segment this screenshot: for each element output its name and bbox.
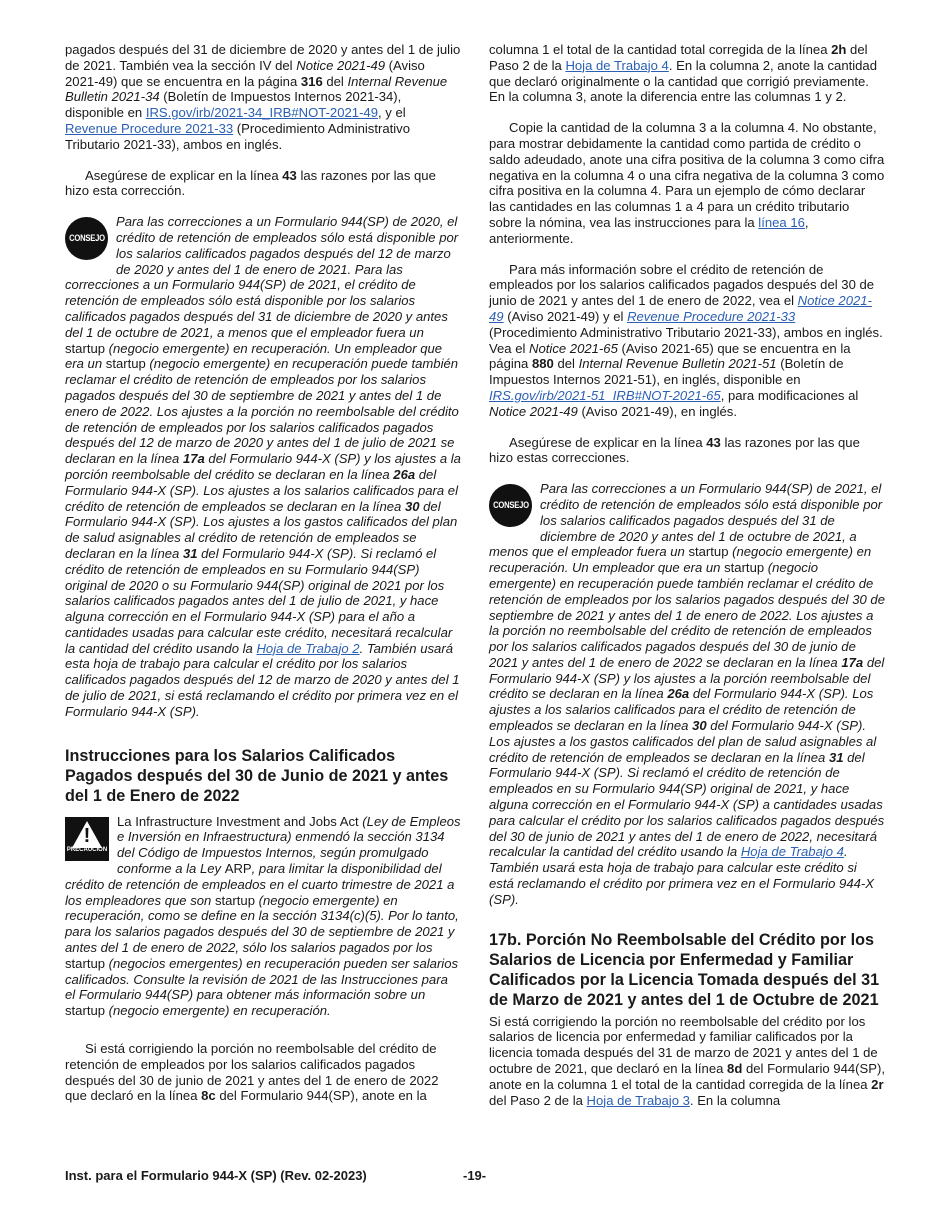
text: ARP <box>224 861 252 877</box>
worksheet-3-link[interactable]: Hoja de Trabajo 3 <box>586 1092 690 1108</box>
text: (Aviso 2021-65) que se encuentra en la página <box>489 340 851 372</box>
section-heading: 17b. Porción No Reembolsable del Crédito por los Salarios de Licencia por Enfermedad y Familiar Calificados por la Licencia Tomada después del 31 de Marzo de 2021 y antes del 1 de Octubre de 2021 <box>489 930 880 1009</box>
text: . También usará esta hoja de trabajo para calcular este crédito si está reclamando el crédito por primera vez en el Formulario 944-X (SP). <box>489 844 874 907</box>
text: (negocio emergente) en recuperación. Un empleador que era un <box>489 544 872 576</box>
text: startup <box>214 892 255 908</box>
worksheet-4-link[interactable]: Hoja de Trabajo 4 <box>565 57 669 73</box>
notice-title: Notice 2021-65 <box>529 340 618 356</box>
page-ref: 316 <box>300 73 323 89</box>
page-number: -19- <box>463 1168 487 1183</box>
paragraph <box>489 120 885 246</box>
text: . En la columna <box>689 1092 781 1108</box>
line-ref: 43 <box>282 167 297 183</box>
text: Para las correcciones a un Formulario 944(SP) de 2021, el crédito de retención de empleados sólo está disponible por los salarios calificados pagados después del 31 de diciembre de 2020 y antes del 1 de octubre de 2021, a menos que el empleador fuera un <box>489 481 883 560</box>
text: del Formulario 944-X (SP). Si reclamó el crédito de retención de empleados en su Formulario 944(SP) original de 2020 o su Formulario 944(SP) original de 2021 por los salarios calificados pagados antes del 1 de julio de 2021, y hace alguna corrección en el Formulario 944-X (SP) para el año a cantidades usadas para calcular este crédito, necesitará recalcular la cantidad del crédito usando la <box>65 545 453 656</box>
tip-note <box>65 214 461 720</box>
text: startup <box>105 356 146 372</box>
text: startup <box>65 340 106 356</box>
line-ref: 17a <box>841 654 864 670</box>
line-16-link[interactable]: línea 16 <box>758 214 805 230</box>
text: La <box>117 813 132 829</box>
consejo-icon <box>489 484 532 527</box>
text: (Boletín de Impuestos Internos 2021-51), en inglés, disponible en <box>489 356 844 388</box>
text: , para modificaciones al <box>720 387 859 403</box>
irs-irb-link[interactable]: IRS.gov/irb/2021-51_IRB#NOT-2021-65 <box>489 387 721 403</box>
text: del Formulario 944-X (SP). Los ajustes a los gastos calificados del plan de salud asignables al crédito de retención de empleados se declaran en la línea <box>65 498 458 561</box>
text: (negocios emergentes) en recuperación pueden ser salarios calificados. Consulte la revisión de 2021 de las Instrucciones para el Formulario 944(SP) para obtener más información sobre un <box>65 955 459 1003</box>
notice-title: Notice 2021-49 <box>296 57 386 73</box>
text: del Paso 2 de la <box>489 42 868 73</box>
text: (negocio emergente) en recuperación, como se define en la sección 3134(c)(5). Por lo tanto, para los salarios pagados después del 30 de septiembre de 2021 y antes del 1 de enero de 2022, sólo los salarios pagados por los <box>65 892 459 956</box>
page-ref: 880 <box>531 356 554 372</box>
line-ref: 8d <box>727 1061 743 1077</box>
exclamation-mark: ! <box>83 824 91 847</box>
text: Si está corrigiendo la porción no reembolsable del crédito por los salarios de licencia por enfermedad y familiar calificados por la licencia tomada después del 31 de marzo de 2021 y antes del 1 de octubre de 2021, que declaró en la línea <box>489 1013 878 1077</box>
text: startup <box>724 560 765 576</box>
text: del Formulario 944-X (SP) y los ajustes a la porción reembolsable del crédito se declaran en la línea <box>489 654 885 702</box>
badge-label: CONSEJO <box>492 499 529 510</box>
text: pagados después del 31 de diciembre de 2020 y antes del 1 de julio de 2021. También vea la sección IV del <box>65 42 461 73</box>
text: columna 1 el total de la cantidad total corregida de la línea <box>489 42 832 57</box>
text: Asegúrese de explicar en la línea <box>85 167 283 183</box>
right-column <box>489 42 885 1123</box>
text: las razones por las que hizo esta corrección. <box>65 167 436 199</box>
text: (Procedimiento Administrativo Tributario 2021-33), ambos en inglés. Vea el <box>489 324 883 356</box>
text: startup <box>65 1003 106 1019</box>
paragraph <box>65 168 461 200</box>
text: del <box>322 73 348 89</box>
text: (negocio emergente) en recuperación. Un empleador que era un <box>65 340 443 372</box>
worksheet-2-link[interactable]: Hoja de Trabajo 2 <box>256 640 360 656</box>
text: del <box>553 356 579 372</box>
line-ref: 2r <box>871 1076 884 1092</box>
caution-note <box>65 814 461 1019</box>
text: (negocio emergente) en recuperación. <box>105 1003 331 1019</box>
text: . También usará esta hoja de trabajo para calcular el crédito por los salarios calificados pagados después del 12 de marzo de 2020 y antes del 1 de julio de 2021, si está reclamando el crédito por primera vez en el Formulario 944-X (SP). <box>65 640 460 719</box>
text: . En la columna 2, anote la cantidad que declaró originalmente o la cantidad que corrigió previamente. En la columna 3, anote la diferencia entre las columnas 1 y 2. <box>489 57 877 105</box>
text: , anteriormente. <box>489 214 809 246</box>
revenue-procedure-link[interactable]: Revenue Procedure 2021-33 <box>65 120 234 136</box>
text: , para limitar la disponibilidad del crédito de retención de empleados en el cuarto trimestre de 2021 a los empleadores que son <box>65 861 455 908</box>
revenue-procedure-link[interactable]: Revenue Procedure 2021-33 <box>627 308 796 324</box>
text: del Formulario 944(SP), anote en la <box>215 1088 427 1104</box>
text: (Boletín de Impuestos Internos 2021-34), disponible en <box>65 89 402 121</box>
worksheet-4-link[interactable]: Hoja de Trabajo 4 <box>740 844 844 860</box>
badge-label: PRECAUCION <box>66 846 108 853</box>
text: (Aviso 2021-49) y el <box>503 308 628 324</box>
paragraph <box>489 435 885 467</box>
text: Asegúrese de explicar en la línea <box>509 434 707 450</box>
line-ref: 26a <box>393 466 416 482</box>
text: startup <box>65 955 106 971</box>
form-title: Inst. para el Formulario 944-X (SP) (Rev. 02-2023) <box>65 1168 367 1183</box>
text: Si está corrigiendo la porción no reembolsable del crédito de retención de empleados por los salarios calificados pagados después del 30 de junio de 2021 y antes del 1 de enero de 2022 que declaró en la línea <box>65 1041 439 1104</box>
paragraph <box>489 262 885 420</box>
text: del Formulario 944-X (SP). Si reclamó el crédito de retención de empleados en su Formulario 944(SP) original de 2021, y hace alguna corrección en el Formulario 944-X (SP) a cantidades usadas para calcular el crédito por los salarios calificados pagados después del 30 de junio de 2021 y antes del 1 de enero de 2022, necesitará recalcular la cantidad del crédito usando la <box>489 749 885 860</box>
badge-label: CONSEJO <box>68 232 105 243</box>
line-ref: 17a <box>182 451 205 467</box>
text: del Formulario 944-X (SP). Los ajustes a los salarios calificados para el crédito de retención de empleados se declaran en la línea <box>65 466 458 514</box>
line-ref: 2h <box>831 42 847 57</box>
consejo-icon <box>65 217 108 260</box>
line-ref: 43 <box>706 434 721 450</box>
line-ref: 31 <box>828 749 844 765</box>
paragraph <box>489 1014 885 1109</box>
paragraph <box>65 1041 461 1104</box>
text: del Formulario 944-X (SP) y los ajustes a la porción reembolsable del crédito se declaran en la línea <box>65 451 461 482</box>
text: (Ley de Empleos e Inversión en Infraestructura) enmendó la sección 3134 del Código de Impuestos Internos, según promulgado conforme a la Ley <box>117 813 461 877</box>
text: del Formulario 944-X (SP). Los ajustes a los gastos calificados del plan de salud asignables al crédito de retención de empleados se declaran en la línea <box>489 718 877 765</box>
text: del Formulario 944(SP), anote en la columna 1 el total de la cantidad corregida de la línea <box>489 1061 885 1092</box>
tip-note <box>489 481 885 908</box>
paragraph <box>489 42 885 105</box>
line-ref: 30 <box>404 498 420 514</box>
line-ref: 8c <box>201 1088 216 1104</box>
line-ref: 30 <box>692 718 707 734</box>
line-ref: 31 <box>182 545 198 561</box>
text: (negocio emergente) en recuperación puede también reclamar el crédito de retención de empleados por los salarios pagados después del 30 de septiembre de 2021 y antes del 1 de enero de 2022. Los ajustes a la porción no reembolsable del crédito de retención de empleados por los salarios calificados pagados después del 12 de marzo de 2020 y antes del 1 de julio de 2021 se declaran en la línea <box>65 356 459 467</box>
section-heading: Instrucciones para los Salarios Calificados Pagados después del 30 de Junio de 2021 y antes del 1 de Enero de 2022 <box>65 746 449 805</box>
page-footer <box>65 1168 885 1186</box>
left-column <box>65 42 461 1119</box>
warning-icon <box>65 817 109 861</box>
text: , y el <box>378 105 406 121</box>
text: Para las correcciones a un Formulario 944(SP) de 2020, el crédito de retención de empleados sólo está disponible por los salarios calificados pagados después del 12 de marzo de 2020 y antes del 1 de enero de 2021. Para las correcciones a un Formulario 944(SP) de 2021, el crédito de retención de empleados sólo está disponible por los salarios calificados pagados después del 31 de diciembre de 2020 y antes del 1 de octubre de 2021, a menos que el empleador fuera un <box>65 214 459 340</box>
paragraph <box>65 42 461 153</box>
line-ref: 26a <box>667 686 690 702</box>
notice-title: Notice 2021-49 <box>489 403 578 419</box>
irs-irb-link[interactable]: IRS.gov/irb/2021-34_IRB#NOT-2021-49 <box>145 105 378 121</box>
text: Copie la cantidad de la columna 3 a la columna 4. No obstante, para mostrar debidamente la cantidad como partida de crédito o saldo adeudado, anote una cifra positiva de la columna 3 como cifra negativa en la columna 4 o una cifra negativa de la columna 3 como cifra positiva en la columna 4. Para un ejemplo de cómo declarar las cantidades en las columnas 1 a 4 para un crédito tributario sobre la nómina, vea las instrucciones para la <box>489 120 885 230</box>
text: las razones por las que hizo estas correcciones. <box>489 434 860 466</box>
text: Infrastructure Investment and Jobs Act <box>131 813 363 829</box>
text: startup <box>688 544 729 560</box>
bulletin-title: Internal Revenue Bulletin 2021-34 <box>65 73 448 105</box>
text: (negocio emergente) en recuperación puede también reclamar el crédito de retención de empleados por los salarios pagados después del 30 de septiembre de 2021 y antes del 1 de enero de 2022. Los ajustes a la porción no reembolsable del crédito de retención de empleados por los salarios calificados pagados después del 30 de junio de 2021 y antes del 1 de enero de 2022 se declaran en la línea <box>489 560 885 670</box>
text: (Aviso 2021-49) que se encuentra en la página <box>65 57 425 89</box>
text: (Procedimiento Administrativo Tributario 2021-33), ambos en inglés. <box>65 120 410 152</box>
text: (Aviso 2021-49), en inglés. <box>577 403 737 419</box>
notice-2021-49-link[interactable]: Notice 2021-49 <box>489 293 872 324</box>
text: del Paso 2 de la <box>489 1092 587 1108</box>
text: del Formulario 944-X (SP). Los ajustes a los salarios calificados para el crédito de retención de empleados se declaran en la línea <box>489 686 874 734</box>
text: Para más información sobre el crédito de retención de empleados por los salarios calificados pagados después del 30 de junio de 2021 y antes del 1 de enero de 2022, vea el <box>489 261 875 309</box>
bulletin-title: Internal Revenue Bulletin 2021-51 <box>578 356 777 372</box>
